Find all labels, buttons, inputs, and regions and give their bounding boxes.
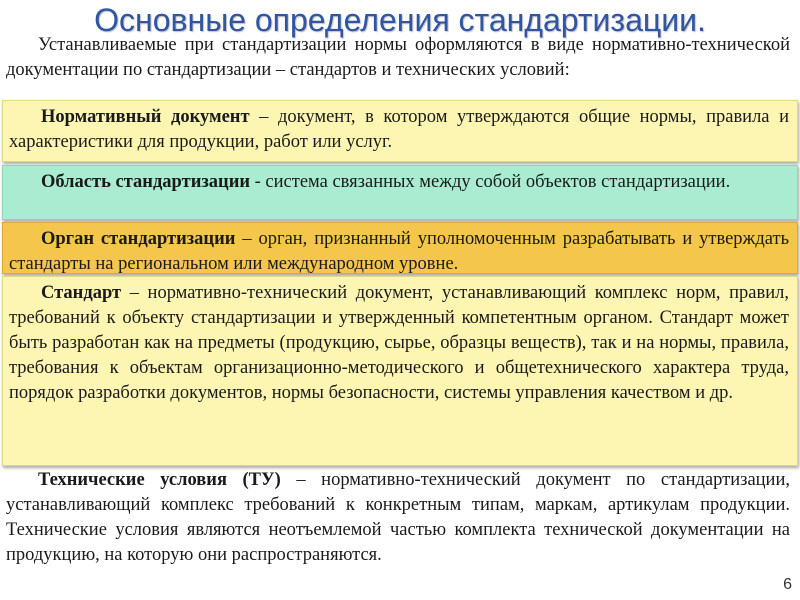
definition-paragraph [9,105,789,155]
definition-term: Технические условия (ТУ) [38,470,281,490]
definition-paragraph [9,227,789,277]
definition-paragraph [9,170,789,195]
slide-title: Основные определения стандартизации. [94,2,706,38]
definition-text: – нормативно-технический документ, устанавливающий комплекс норм, правил, требований к объекту стандартизации и утвержденный компетентным органом. Стандарт может быть разработан как на предметы (продукцию, сырье, образцы веществ), так и на нормы, правила, требования к объектам организационно-методического и общетехнического характера труда, порядок разработки документов, нормы безопасности, системы управления качеством и др. [9,283,789,403]
definition-text: – нормативно-технический документ по стандартизации, устанавливающий комплекс требований к конкретным типам, маркам, артикулам продукции. Технические условия являются неотъемлемой частью комплекта технической документации на продукцию, на которую они распространяются. [6,470,790,565]
definition-term: Стандарт [41,283,122,303]
definition-box-standardization-area [2,165,798,220]
definition-text: - система связанных между собой объектов стандартизации. [250,172,731,192]
intro-paragraph: Устанавливаемые при стандартизации нормы оформляются в виде нормативно-технической документации по стандартизации – стандартов и технических условий: [6,35,790,80]
definition-box-standardization-body [2,222,798,274]
definition-paragraph [9,281,789,406]
technical-conditions-paragraph [6,468,790,568]
definition-term: Нормативный документ [41,107,250,127]
definition-text: – документ, в котором утверждаются общие нормы, правила и характеристики для продукции, работ или услуг. [9,107,790,152]
definition-term: Орган стандартизации [41,229,236,249]
definition-text: – орган, признанный уполномоченным разрабатывать и утверждать стандарты на региональном или международном уровне. [9,229,790,274]
definition-term: Область стандартизации [41,172,251,192]
page-number: 6 [783,576,792,593]
definition-box-standard [2,276,798,466]
definition-box-normative-document [2,100,798,162]
